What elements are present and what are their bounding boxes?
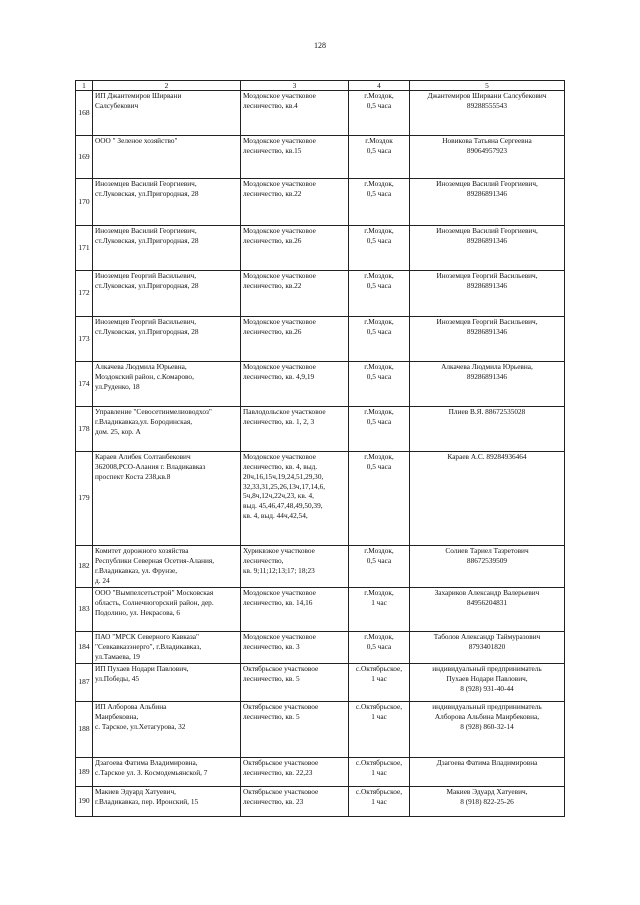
cell-text-line: Моздокское участковое	[243, 632, 316, 641]
cell-text-line: Хуриквзкое участковое	[243, 546, 315, 555]
organization-cell	[93, 452, 241, 546]
row-number: 183	[76, 588, 93, 632]
table-row	[76, 588, 565, 632]
table-row	[76, 702, 565, 758]
table-row	[76, 136, 565, 179]
contact-cell	[410, 271, 565, 317]
forestry-location-cell	[241, 588, 349, 632]
organization-cell	[93, 226, 241, 271]
table-row	[76, 632, 565, 664]
cell-text-line: 8 (928) 931-40-44	[460, 683, 514, 693]
cell-text-line: Плиев В.Я. 88672535028	[448, 407, 526, 416]
place-time-cell	[349, 664, 410, 702]
table-row	[76, 179, 565, 226]
row-number: 189	[76, 758, 93, 787]
cell-text-line: 362008,РСО-Алания г. Владикавказ	[95, 461, 206, 471]
organization-cell	[93, 91, 241, 136]
row-number: 179	[76, 452, 93, 546]
organization-cell	[93, 317, 241, 362]
cell-text-line: кв. 4, выд. 44ч,42,54,	[243, 511, 308, 521]
table-row	[76, 91, 565, 136]
cell-text-line: 89288555543	[466, 100, 508, 110]
cell-text-line: Алкачева Людмила Юрьевна,	[441, 362, 533, 371]
cell-text-line: 0,5 часа	[366, 100, 392, 110]
cell-text-line: с.Октябрьское,	[355, 702, 403, 711]
place-time-cell	[349, 179, 410, 226]
cell-text-line: с.Октябрьское,	[355, 664, 403, 673]
cell-text-line: 89286891346	[466, 371, 508, 381]
cell-text-line: Моздокское участковое	[243, 452, 316, 461]
cell-text-line: 89286891346	[466, 326, 508, 336]
cell-text-line: Моздокское участковое	[243, 136, 316, 145]
cell-text-line: ИП Джантемиров Ширвани	[95, 91, 182, 100]
cell-text-line: Дзагоева Фатима Владимировна,	[95, 758, 198, 767]
organization-cell	[93, 136, 241, 179]
cell-text-line: г.Моздок,	[364, 632, 394, 641]
cell-text-line: 0,5 часа	[366, 371, 392, 381]
cell-text-line: г.Моздок,	[364, 226, 394, 235]
forestry-location-cell	[241, 787, 349, 817]
table-row	[76, 787, 565, 817]
column-header: 2	[93, 81, 241, 91]
cell-text-line: Моздокское участковое	[243, 271, 316, 280]
contact-cell	[410, 226, 565, 271]
cell-text-line: г.Моздок	[365, 136, 393, 145]
cell-text-line: Алборова Альбина Маирбековна,	[434, 711, 540, 721]
place-time-cell	[349, 91, 410, 136]
contact-cell	[410, 664, 565, 702]
row-number: 190	[76, 787, 93, 817]
forestry-location-cell	[241, 271, 349, 317]
cell-text-line: Иноземцев Георгий Васильевич,	[95, 317, 197, 326]
cell-text-line: 89286891346	[466, 188, 508, 198]
cell-text-line: лесничество, кв. 4,9,19	[243, 371, 315, 381]
cell-text-line: лесничество, кв. 5	[243, 711, 300, 721]
contact-cell	[410, 758, 565, 787]
cell-text-line: Иноземцев Георгий Васильевич,	[95, 271, 197, 280]
register-table	[75, 80, 565, 817]
cell-text-line: ИП Пухаев Нодари Павлович,	[95, 664, 189, 673]
place-time-cell	[349, 407, 410, 452]
table-body	[76, 91, 565, 817]
row-number: 184	[76, 632, 93, 664]
cell-text-line: 1 час	[371, 711, 387, 721]
row-number: 172	[76, 271, 93, 317]
cell-text-line: лесничество,	[243, 555, 284, 565]
cell-text-line: ООО " Зеленое хозяйство"	[95, 136, 178, 145]
cell-text-line: Иноземцев Георгий Васильевич,	[436, 317, 538, 326]
cell-text-line: лесничество, кв. 22,23	[243, 767, 313, 777]
forestry-location-cell	[241, 179, 349, 226]
place-time-cell	[349, 787, 410, 817]
cell-text-line: г.Моздок,	[364, 407, 394, 416]
forestry-location-cell	[241, 702, 349, 758]
contact-cell	[410, 91, 565, 136]
cell-text-line: "Севкавказэнерго", г.Владикавказ,	[95, 641, 202, 651]
forestry-location-cell	[241, 664, 349, 702]
cell-text-line: 8 (928) 860-32-14	[460, 721, 514, 731]
cell-text-line: 1 час	[371, 673, 387, 683]
cell-text-line: Моздокское участковое	[243, 317, 316, 326]
cell-text-line: Подолино, ул. Некрасова, 6	[95, 607, 181, 617]
cell-text-line: индивидуальный предприниматель	[432, 664, 542, 673]
cell-text-line: г.Владикавказ, пер. Иронский, 15	[95, 796, 199, 806]
cell-text-line: г.Моздок,	[364, 317, 394, 326]
place-time-cell	[349, 136, 410, 179]
cell-text-line: ст.Луковская, ул.Пригородная, 28	[95, 280, 199, 290]
cell-text-line: г.Моздок,	[364, 179, 394, 188]
column-header: 1	[76, 81, 93, 91]
cell-text-line: 5ч,8ч,12ч,22ч,23, кв. 4,	[243, 491, 314, 501]
cell-text-line: 0,5 часа	[366, 555, 392, 565]
place-time-cell	[349, 271, 410, 317]
forestry-location-cell	[241, 226, 349, 271]
table-row	[76, 407, 565, 452]
column-header: 5	[410, 81, 565, 91]
cell-text-line: 20ч,16,15ч,19,24,51,29,30,	[243, 471, 324, 481]
contact-cell	[410, 179, 565, 226]
cell-text-line: г.Владикавказ, ул. Фрунзе,	[95, 565, 178, 575]
cell-text-line: Караев Алибек Солтанбекович	[95, 452, 191, 461]
table-header	[76, 81, 565, 91]
forestry-location-cell	[241, 136, 349, 179]
row-number: 170	[76, 179, 93, 226]
forestry-location-cell	[241, 317, 349, 362]
cell-text-line: 0,5 часа	[366, 641, 392, 651]
cell-text-line: 0,5 часа	[366, 235, 392, 245]
cell-text-line: ул.Победы, 45	[95, 673, 140, 683]
cell-text-line: Караев А.С. 89284936464	[447, 452, 527, 461]
cell-text-line: Павлодольское участковое	[243, 407, 326, 416]
cell-text-line: 88672539509	[466, 555, 508, 565]
cell-text-line: 8 (918) 822-25-26	[460, 796, 514, 806]
table-row	[76, 758, 565, 787]
place-time-cell	[349, 452, 410, 546]
cell-text-line: 0,5 часа	[366, 326, 392, 336]
cell-text-line: Иноземцев Василий Георгиевич,	[95, 179, 197, 188]
row-number: 173	[76, 317, 93, 362]
cell-text-line: Макиев Эдуард Хатуевич,	[446, 787, 528, 796]
cell-text-line: ПАО "МРСК Северного Кавказа"	[95, 632, 199, 641]
cell-text-line: Дзагоева Фатима Владимировна	[436, 758, 538, 767]
place-time-cell	[349, 588, 410, 632]
cell-text-line: Иноземцев Василий Георгиевич,	[436, 226, 538, 235]
table-row	[76, 664, 565, 702]
organization-cell	[93, 179, 241, 226]
cell-text-line: ул.Руденко, 18	[95, 381, 140, 391]
cell-text-line: Иноземцев Василий Георгиевич,	[436, 179, 538, 188]
table-row	[76, 362, 565, 407]
cell-text-line: Моздокский район, с.Комарово,	[95, 371, 194, 381]
contact-cell	[410, 317, 565, 362]
cell-text-line: Моздокское участковое	[243, 226, 316, 235]
organization-cell	[93, 702, 241, 758]
cell-text-line: г.Моздок,	[364, 546, 394, 555]
cell-text-line: 8793401820	[468, 641, 506, 651]
cell-text-line: кв. 9;11;12;13;17; 18;23	[243, 565, 315, 575]
cell-text-line: Иноземцев Георгий Васильевич,	[436, 271, 538, 280]
cell-text-line: 0,5 часа	[366, 461, 392, 471]
cell-text-line: лесничество, кв. 1, 2, 3	[243, 416, 315, 426]
place-time-cell	[349, 632, 410, 664]
cell-text-line: ИП Алборова Альбина	[95, 702, 167, 711]
contact-cell	[410, 136, 565, 179]
cell-text-line: 32,33,31,25,26,13ч,17,14,6,	[243, 481, 326, 491]
cell-text-line: Октябрьское участковое	[243, 758, 319, 767]
column-header: 3	[241, 81, 349, 91]
cell-text-line: 0,5 часа	[366, 188, 392, 198]
forestry-location-cell	[241, 362, 349, 407]
forestry-location-cell	[241, 407, 349, 452]
cell-text-line: д. 24	[95, 575, 110, 585]
place-time-cell	[349, 317, 410, 362]
cell-text-line: 84956204831	[466, 597, 508, 607]
cell-text-line: Октябрьское участковое	[243, 787, 319, 796]
cell-text-line: лесничество, кв. 5	[243, 673, 300, 683]
cell-text-line: 0,5 часа	[366, 416, 392, 426]
row-number: 174	[76, 362, 93, 407]
forestry-location-cell	[241, 632, 349, 664]
row-number: 169	[76, 136, 93, 179]
contact-cell	[410, 362, 565, 407]
place-time-cell	[349, 546, 410, 588]
cell-text-line: 1 час	[371, 597, 387, 607]
cell-text-line: лесничество, кв.26	[243, 235, 302, 245]
place-time-cell	[349, 702, 410, 758]
cell-text-line: Моздокское участковое	[243, 588, 316, 597]
row-number: 187	[76, 664, 93, 702]
cell-text-line: Джантемиров Ширвани Салсубекович	[427, 91, 547, 100]
cell-text-line: ул.Тамаева, 19	[95, 651, 140, 661]
organization-cell	[93, 407, 241, 452]
organization-cell	[93, 271, 241, 317]
cell-text-line: Алкачева Людмила Юрьевна,	[95, 362, 187, 371]
contact-cell	[410, 452, 565, 546]
column-header: 4	[349, 81, 410, 91]
cell-text-line: Республики Северная Осетия-Алания,	[95, 555, 215, 565]
organization-cell	[93, 632, 241, 664]
cell-text-line: 0,5 часа	[366, 145, 392, 155]
forestry-location-cell	[241, 452, 349, 546]
cell-text-line: Таболов Александр Таймуразович	[433, 632, 541, 641]
cell-text-line: г.Моздок,	[364, 91, 394, 100]
organization-cell	[93, 362, 241, 407]
cell-text-line: лесничество, кв.4	[243, 100, 298, 110]
organization-cell	[93, 546, 241, 588]
table-row	[76, 317, 565, 362]
cell-text-line: 89286891346	[466, 280, 508, 290]
contact-cell	[410, 407, 565, 452]
cell-text-line: Салсубекович	[95, 100, 139, 110]
cell-text-line: с.Тарское ул. З. Космодемьянской, 7	[95, 767, 208, 777]
table-row	[76, 546, 565, 588]
cell-text-line: Комитет дорожного хозяйства	[95, 546, 189, 555]
table-row	[76, 226, 565, 271]
cell-text-line: 89064957923	[466, 145, 508, 155]
cell-text-line: лесничество, кв. 3	[243, 641, 300, 651]
table-row	[76, 271, 565, 317]
place-time-cell	[349, 362, 410, 407]
cell-text-line: выд. 45,46,47,48,49,50,39,	[243, 501, 323, 511]
cell-text-line: Октябрьское участковое	[243, 664, 319, 673]
place-time-cell	[349, 758, 410, 787]
row-number: 182	[76, 546, 93, 588]
row-number: 168	[76, 91, 93, 136]
cell-text-line: г.Моздок,	[364, 588, 394, 597]
cell-text-line: Моздокское участковое	[243, 362, 316, 371]
contact-cell	[410, 787, 565, 817]
cell-text-line: Макиев Эдуард Хатуевич,	[95, 787, 176, 796]
cell-text-line: лесничество, кв.15	[243, 145, 302, 155]
cell-text-line: лесничество, кв. 23	[243, 796, 304, 806]
cell-text-line: индивидуальный предприниматель	[432, 702, 542, 711]
cell-text-line: проспект Коста 238,кв.8	[95, 471, 171, 481]
cell-text-line: 1 час	[371, 767, 387, 777]
forestry-location-cell	[241, 546, 349, 588]
cell-text-line: лесничество, кв.26	[243, 326, 302, 336]
forestry-location-cell	[241, 91, 349, 136]
contact-cell	[410, 632, 565, 664]
cell-text-line: 1 час	[371, 796, 387, 806]
row-number: 188	[76, 702, 93, 758]
cell-text-line: г.Владикавказ,ул. Бородинская,	[95, 416, 193, 426]
cell-text-line: Новикова Татьяна Сергеевна	[442, 136, 532, 145]
cell-text-line: область, Солнечногорский район, дер.	[95, 597, 214, 607]
cell-text-line: лесничество, кв. 4, выд.	[243, 461, 318, 471]
organization-cell	[93, 758, 241, 787]
place-time-cell	[349, 226, 410, 271]
cell-text-line: с.Октябрьское,	[355, 787, 403, 796]
cell-text-line: ст.Луковская, ул.Пригородная, 28	[95, 188, 199, 198]
row-number: 171	[76, 226, 93, 271]
row-number: 178	[76, 407, 93, 452]
cell-text-line: с.Октябрьское,	[355, 758, 403, 767]
cell-text-line: Маирбековна,	[95, 711, 139, 721]
cell-text-line: Солиев Тариел Тазретович	[445, 546, 529, 555]
organization-cell	[93, 664, 241, 702]
cell-text-line: ст.Луковская, ул.Пригородная, 28	[95, 326, 199, 336]
cell-text-line: 89286891346	[466, 235, 508, 245]
cell-text-line: лесничество, кв.22	[243, 188, 302, 198]
cell-text-line: 0,5 часа	[366, 280, 392, 290]
cell-text-line: лесничество, кв. 14,16	[243, 597, 313, 607]
cell-text-line: Моздокское участковое	[243, 91, 316, 100]
cell-text-line: ООО "Вымпелсетьстрой" Московская	[95, 588, 214, 597]
contact-cell	[410, 546, 565, 588]
cell-text-line: Моздокское участковое	[243, 179, 316, 188]
cell-text-line: Управление "Севосетинмелиоводхоз"	[95, 407, 212, 416]
cell-text-line: г.Моздок,	[364, 362, 394, 371]
contact-cell	[410, 588, 565, 632]
cell-text-line: Захариков Александр Валерьевич	[434, 588, 540, 597]
forestry-location-cell	[241, 758, 349, 787]
cell-text-line: ст.Луковская, ул.Пригородная, 28	[95, 235, 199, 245]
page-number: 128	[314, 41, 326, 50]
cell-text-line: г.Моздок,	[364, 271, 394, 280]
cell-text-line: с. Тарское, ул.Хетагурова, 32	[95, 721, 186, 731]
cell-text-line: Октябрьское участковое	[243, 702, 319, 711]
organization-cell	[93, 588, 241, 632]
cell-text-line: дом. 25, кор. А	[95, 426, 141, 436]
cell-text-line: лесничество, кв.22	[243, 280, 302, 290]
cell-text-line: Иноземцев Василий Георгиевич,	[95, 226, 197, 235]
table-row	[76, 452, 565, 546]
contact-cell	[410, 702, 565, 758]
organization-cell	[93, 787, 241, 817]
cell-text-line: Пухаев Нодари Павлович,	[446, 673, 528, 683]
cell-text-line: г.Моздок,	[364, 452, 394, 461]
